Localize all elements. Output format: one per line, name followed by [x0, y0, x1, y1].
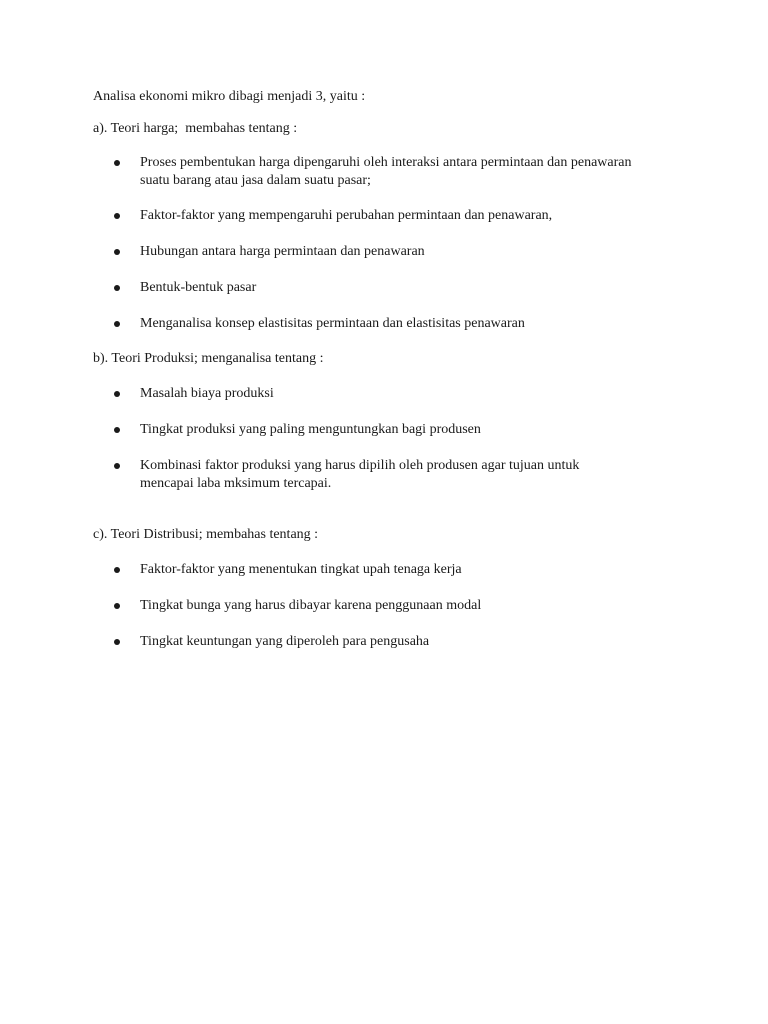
section-heading-c: c). Teori Distribusi; membahas tentang :	[93, 527, 319, 542]
list-item-text: Masalah biaya produksi	[140, 386, 274, 401]
list-item-text: Faktor-faktor yang menentukan tingkat upah tenaga kerja	[140, 562, 462, 577]
list-item	[114, 243, 634, 261]
bullet-icon	[114, 639, 120, 645]
list-item-text: Tingkat produksi yang paling menguntungkan bagi produsen	[140, 422, 481, 437]
intro-paragraph: Analisa ekonomi mikro dibagi menjadi 3, yaitu :	[93, 89, 366, 104]
list-item	[114, 207, 634, 225]
list-item-text: Menganalisa konsep elastisitas permintaan dan elastisitas penawaran	[140, 316, 525, 331]
section-heading-a: a). Teori harga; membahas tentang :	[93, 121, 298, 136]
bullet-icon	[114, 285, 120, 291]
list-item	[114, 561, 634, 579]
bullet-icon	[114, 249, 120, 255]
section-heading-b: b). Teori Produksi; menganalisa tentang :	[93, 351, 324, 366]
list-item-text: Tingkat keuntungan yang diperoleh para pengusaha	[140, 634, 430, 649]
list-item	[114, 421, 634, 439]
list-item-text: Bentuk-bentuk pasar	[140, 280, 257, 295]
bullet-icon	[114, 160, 120, 166]
list-item	[114, 457, 634, 493]
list-item-text: Tingkat bunga yang harus dibayar karena penggunaan modal	[140, 598, 482, 613]
list-item	[114, 597, 634, 615]
list-item-text: Faktor-faktor yang mempengaruhi perubahan permintaan dan penawaran,	[140, 208, 553, 223]
bullet-icon	[114, 391, 120, 397]
bullet-icon	[114, 213, 120, 219]
list-item	[114, 315, 634, 333]
bullet-icon	[114, 603, 120, 609]
bullet-icon	[114, 321, 120, 327]
list-item-text: Proses pembentukan harga dipengaruhi oleh interaksi antara permintaan dan penawaran suatu barang atau jasa dalam suatu pasar;	[140, 155, 632, 188]
list-item	[114, 154, 634, 190]
bullet-icon	[114, 567, 120, 573]
list-item-text: Hubungan antara harga permintaan dan penawaran	[140, 244, 425, 259]
bullet-icon	[114, 427, 120, 433]
list-item	[114, 633, 634, 651]
list-item-text: Kombinasi faktor produksi yang harus dipilih oleh produsen agar tujuan untuk mencapai laba mksimum tercapai.	[140, 458, 580, 491]
list-item	[114, 385, 634, 403]
list-item	[114, 279, 634, 297]
bullet-icon	[114, 463, 120, 469]
